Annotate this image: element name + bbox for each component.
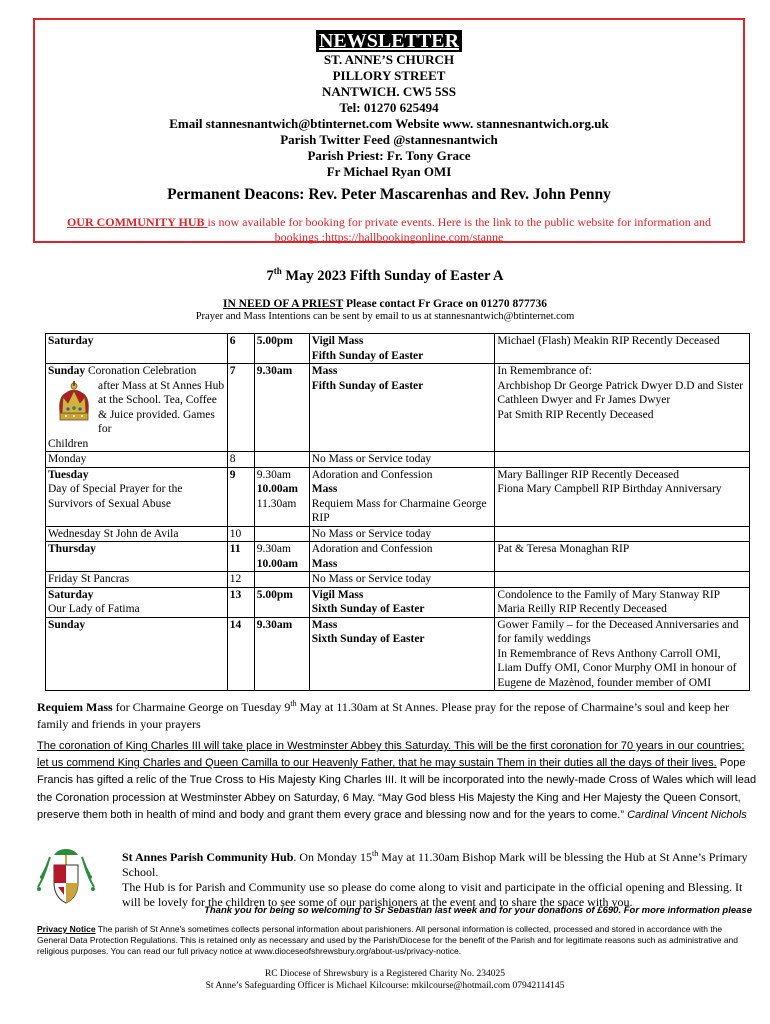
event-cell: Vigil Mass Fifth Sunday of Easter [309, 334, 495, 364]
community-hub-notice [35, 215, 743, 245]
date-rest: May 2023 Fifth Sunday of Easter A [281, 267, 504, 284]
safeguarding-officer: St Anne’s Safeguarding Officer is Michael Kilcourse: mkilcourse@hotmail.com 07942114145 [205, 981, 565, 991]
date-suffix: th [273, 266, 282, 276]
crown-icon [54, 379, 94, 423]
time-cell: 5.00pm [254, 587, 309, 617]
intention-cell [495, 526, 750, 542]
day-cell: Sunday Coronation Celebration after Mass at St Annes Hub at the School. Tea, Coffee & Juice provided. Games for Children [46, 364, 228, 452]
table-row [46, 526, 750, 542]
event-cell: No Mass or Service today [309, 452, 495, 468]
time-cell: 5.00pm [254, 334, 309, 364]
parish-priest: Parish Priest: Fr. Tony Grace [307, 148, 471, 163]
intention-cell [495, 572, 750, 588]
bishop-crest-icon [36, 843, 96, 907]
assistant-priest: Fr Michael Ryan OMI [326, 164, 452, 179]
event-cell: Adoration and Confession Mass Requiem Mass for Charmaine George RIP [309, 467, 495, 526]
table-row [46, 587, 750, 617]
email-website: Email stannesnantwich@btinternet.com Website www. stannesnantwich.org.uk [169, 116, 609, 131]
time-cell: 9.30am [254, 617, 309, 691]
date-cell: 10 [227, 526, 254, 542]
hub-booking-link[interactable]: https://hallbookingonline.com/stanne [325, 230, 504, 244]
event-cell: Mass Sixth Sunday of Easter [309, 617, 495, 691]
table-row [46, 334, 750, 364]
intentions-note: Prayer and Mass Intentions can be sent by email to us at stannesnantwich@btinternet.com [195, 311, 575, 322]
date-cell: 7 [227, 364, 254, 452]
intention-cell [495, 452, 750, 468]
day-cell: Thursday [46, 542, 228, 572]
time-cell [254, 452, 309, 468]
event-cell: No Mass or Service today [309, 526, 495, 542]
event-cell: Adoration and Confession Mass [309, 542, 495, 572]
event-cell: Mass Fifth Sunday of Easter [309, 364, 495, 452]
table-row [46, 452, 750, 468]
event-cell: Vigil Mass Sixth Sunday of Easter [309, 587, 495, 617]
day-cell: Saturday [46, 334, 228, 364]
twitter-feed: Parish Twitter Feed @stannesnantwich [280, 132, 498, 147]
table-row [46, 542, 750, 572]
table-row [46, 467, 750, 526]
church-town: NANTWICH. CW5 5SS [322, 84, 456, 99]
community-hub-blessing: St Annes Parish Community Hub. On Monday 15th May at 11.30am Bishop Mark will be blessing the Hub at St Anne’s Primary School. The Hub is for Parish and Community use so please do come along to visit and participate in the official opening and Blessing. It will be lovely for the children to see some of our parishioners at the event and to share the space with you. [122, 849, 748, 909]
time-cell: 9.30am 10.00am [254, 542, 309, 572]
intention-cell: Mary Ballinger RIP Recently Deceased Fiona Mary Campbell RIP Birthday Anniversary [495, 467, 750, 526]
priest-needed-line [0, 298, 770, 310]
requiem-notice: Requiem Mass for Charmaine George on Tuesday 9th May at 11.30am at St Annes. Please pray for the repose of Charmaine’s soul and keep her family and friends in your prayers [37, 699, 730, 731]
time-cell: 9.30am 10.00am 11.30am [254, 467, 309, 526]
hub-text: is now available for booking for private events. Here is the link to the public website for information and bookings : [207, 215, 712, 244]
date-cell: 9 [227, 467, 254, 526]
intention-cell: In Remembrance of: Archbishop Dr George Patrick Dwyer D.D and Sister Cathleen Dwyer and Fr James Dwyer Pat Smith RIP Recently Deceased [495, 364, 750, 452]
day-cell: Tuesday Day of Special Prayer for the Survivors of Sexual Abuse [46, 467, 228, 526]
church-name: ST. ANNE’S CHURCH [323, 52, 455, 67]
time-cell [254, 572, 309, 588]
table-row [46, 617, 750, 691]
day-cell: Friday St Pancras [46, 572, 228, 588]
date-title [0, 266, 770, 285]
priest-needed-label: IN NEED OF A PRIEST [222, 298, 344, 310]
time-cell [254, 526, 309, 542]
priest-needed-text: Please contact Fr Grace on 01270 877736 [343, 298, 548, 310]
event-cell: No Mass or Service today [309, 572, 495, 588]
intention-cell: Pat & Teresa Monaghan RIP [495, 542, 750, 572]
intention-cell: Condolence to the Family of Mary Stanway RIP Maria Reilly RIP Recently Deceased [495, 587, 750, 617]
date-cell: 14 [227, 617, 254, 691]
date-cell: 8 [227, 452, 254, 468]
date-cell: 12 [227, 572, 254, 588]
time-cell: 9.30am [254, 364, 309, 452]
thanks-note: Thank you for being so welcoming to Sr Sebastian last week and for your donations of £690. For more information please [204, 905, 752, 916]
newsletter-title: NEWSLETTER [316, 30, 462, 52]
table-row [46, 572, 750, 588]
coronation-notice: The coronation of King Charles III will take place in Westminster Abbey this Saturday. This will be the first coronation for 70 years in our countries; let us commend King Charles and Queen Camilla to our Heavenly Father, that he may sustain Them in their duties all the days of their lives. Pope Francis has gifted a relic of the True Cross to His Majesty King Charles III. It will be incorporated into the newly-made Cross of Wales which will lead the Coronation procession at Westminster Abbey on Saturday, 6 May. “May God bless His Majesty the King and Her Majesty the Queen Consort, preserve them both in health of mind and body and grant them every grace and blessing now and for the years to come.” Cardinal Vincent Nichols [37, 740, 757, 821]
privacy-notice: Privacy Notice The parish of St Anne's sometimes collects personal information about parishioners. All personal information is collected, processed and stored in accordance with the General Data Protection Regulations. This is retained only as necessary and used by the Parish/Diocese for the benefit of the Parish and for legitimate reasons such as administrative and religious purposes. You can read our full privacy notice at www.dioceseofshrewsbury.org/about-us/privacy-notice. [37, 924, 739, 956]
day-cell: Monday [46, 452, 228, 468]
intention-cell: Gower Family – for the Deceased Anniversaries and for family weddings In Remembrance of Revs Anthony Carroll OMI, Liam Duffy OMI, Conor Murphy OMI in honour of Eugene de Mazènod, founder member of OMI [495, 617, 750, 691]
day-cell: Saturday Our Lady of Fatima [46, 587, 228, 617]
date-cell: 11 [227, 542, 254, 572]
date-day: 7 [266, 267, 274, 284]
day-cell: Wednesday St John de Avila [46, 526, 228, 542]
day-cell: Sunday [46, 617, 228, 691]
permanent-deacons: Permanent Deacons: Rev. Peter Mascarenhas and Rev. John Penny [167, 186, 611, 203]
hub-label: OUR COMMUNITY HUB [66, 215, 208, 229]
church-street: PILLORY STREET [332, 68, 446, 83]
intention-cell: Michael (Flash) Meakin RIP Recently Deceased [495, 334, 750, 364]
table-row [46, 364, 750, 452]
charity-number: RC Diocese of Shrewsbury is a Registered Charity No. 234025 [264, 969, 506, 979]
date-cell: 13 [227, 587, 254, 617]
newsletter-header [33, 18, 745, 243]
church-tel: Tel: 01270 625494 [339, 100, 439, 115]
date-cell: 6 [227, 334, 254, 364]
mass-schedule-table [45, 333, 750, 691]
